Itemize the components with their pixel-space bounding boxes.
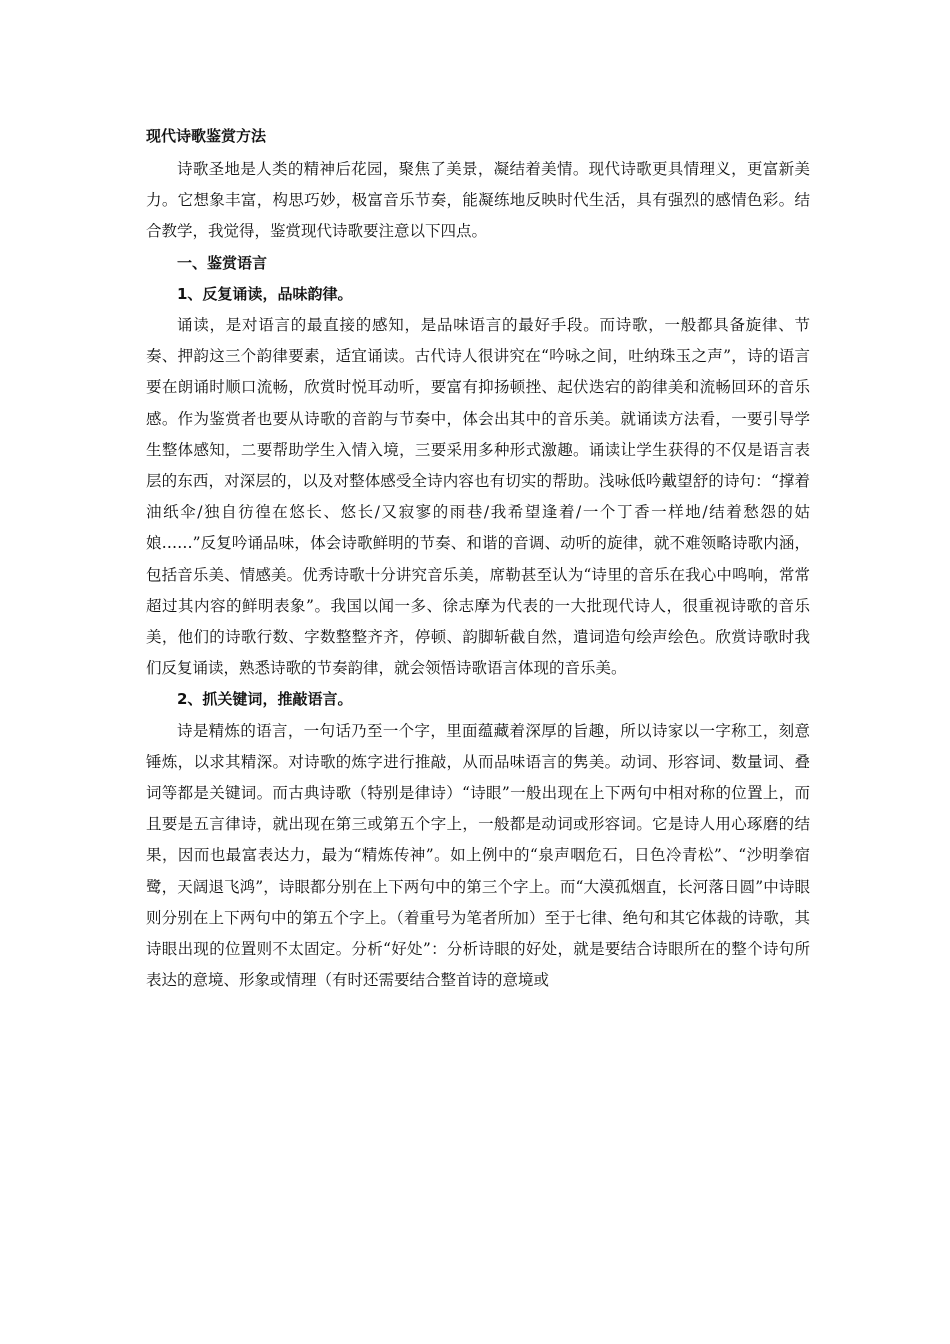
document-title: 现代诗歌鉴赏方法 [146,127,267,145]
subheading-recitation: 1、反复诵读，品味韵律。 [177,284,353,303]
intro-paragraph: 诗歌圣地是人类的精神后花园，聚焦了美景，凝结着美情。现代诗歌更具情理义，更富新美力。它想象丰富，构思巧妙，极富音乐节奏，能凝练地反映时代生活，具有强烈的感情色彩。结合教学，我觉得，鉴赏现代诗歌要注意以下四点。 [146,160,810,241]
section-heading-language: 一、鉴赏语言 [177,253,268,272]
recitation-paragraph: 诵读，是对语言的最直接的感知，是品味语言的最好手段。而诗歌，一般都具备旋律、节奏、押韵这三个韵律要素，适宜诵读。古代诗人很讲究在“吟咏之间，吐纳珠玉之声”，诗的语言要在朗诵时顺口流畅，欣赏时悦耳动听，要富有抑扬顿挫、起伏迭宕的韵律美和流畅回环的音乐感。作为鉴赏者也要从诗歌的音韵与节奏中，体会出其中的音乐美。就诵读方法看，一要引导学生整体感知，二要帮助学生入情入境，三要采用多种形式激趣。诵读让学生获得的不仅是语言表层的东西，对深层的，以及对整体感受全诗内容也有切实的帮助。浅咏低吟戴望舒的诗句：“撑着油纸伞/独自彷徨在悠长、悠长/又寂寥的雨巷/我希望逢着/一个丁香一样地/结着愁怨的姑娘……”反复吟诵品味，体会诗歌鲜明的节奏、和谐的音调、动听的旋律，就不难领略诗歌内涵，包括音乐美、情感美。优秀诗歌十分讲究音乐美，席勒甚至认为“诗里的音乐在我心中鸣响，常常超过其内容的鲜明表象”。我国以闻一多、徐志摩为代表的一大批现代诗人，很重视诗歌的音乐美，他们的诗歌行数、字数整整齐齐，停顿、韵脚斩截自然，遣词造句绘声绘色。欣赏诗歌时我们反复诵读，熟悉诗歌的节奏韵律，就会领悟诗歌语言体现的音乐美。 [146,316,810,678]
subheading-keywords: 2、抓关键词，推敲语言。 [177,690,353,709]
document-page [146,124,810,996]
keywords-paragraph: 诗是精炼的语言，一句话乃至一个字，里面蕴藏着深厚的旨趣，所以诗家以一字称工，刻意锤炼，以求其精深。对诗歌的炼字进行推敲，从而品味语言的隽美。动词、形容词、数量词、叠词等都是关键词。而古典诗歌（特别是律诗）“诗眼”一般出现在上下两句中相对称的位置上，而且要是五言律诗，就出现在第三或第五个字上，一般都是动词或形容词。它是诗人用心琢磨的结果，因而也最富表达力，最为“精炼传神”。如上例中的“泉声咽危石，日色冷青松”、“沙明拳宿鹭，天阔退飞鸿”，诗眼都分别在上下两句中的第三个字上。而“大漠孤烟直，长河落日圆”中诗眼则分别在上下两句中的第五个字上。（着重号为笔者所加）至于七律、绝句和其它体裁的诗歌，其诗眼出现的位置则不太固定。分析“好处”：分析诗眼的好处，就是要结合诗眼所在的整个诗句所表达的意境、形象或情理（有时还需要结合整首诗的意境或 [146,721,810,990]
